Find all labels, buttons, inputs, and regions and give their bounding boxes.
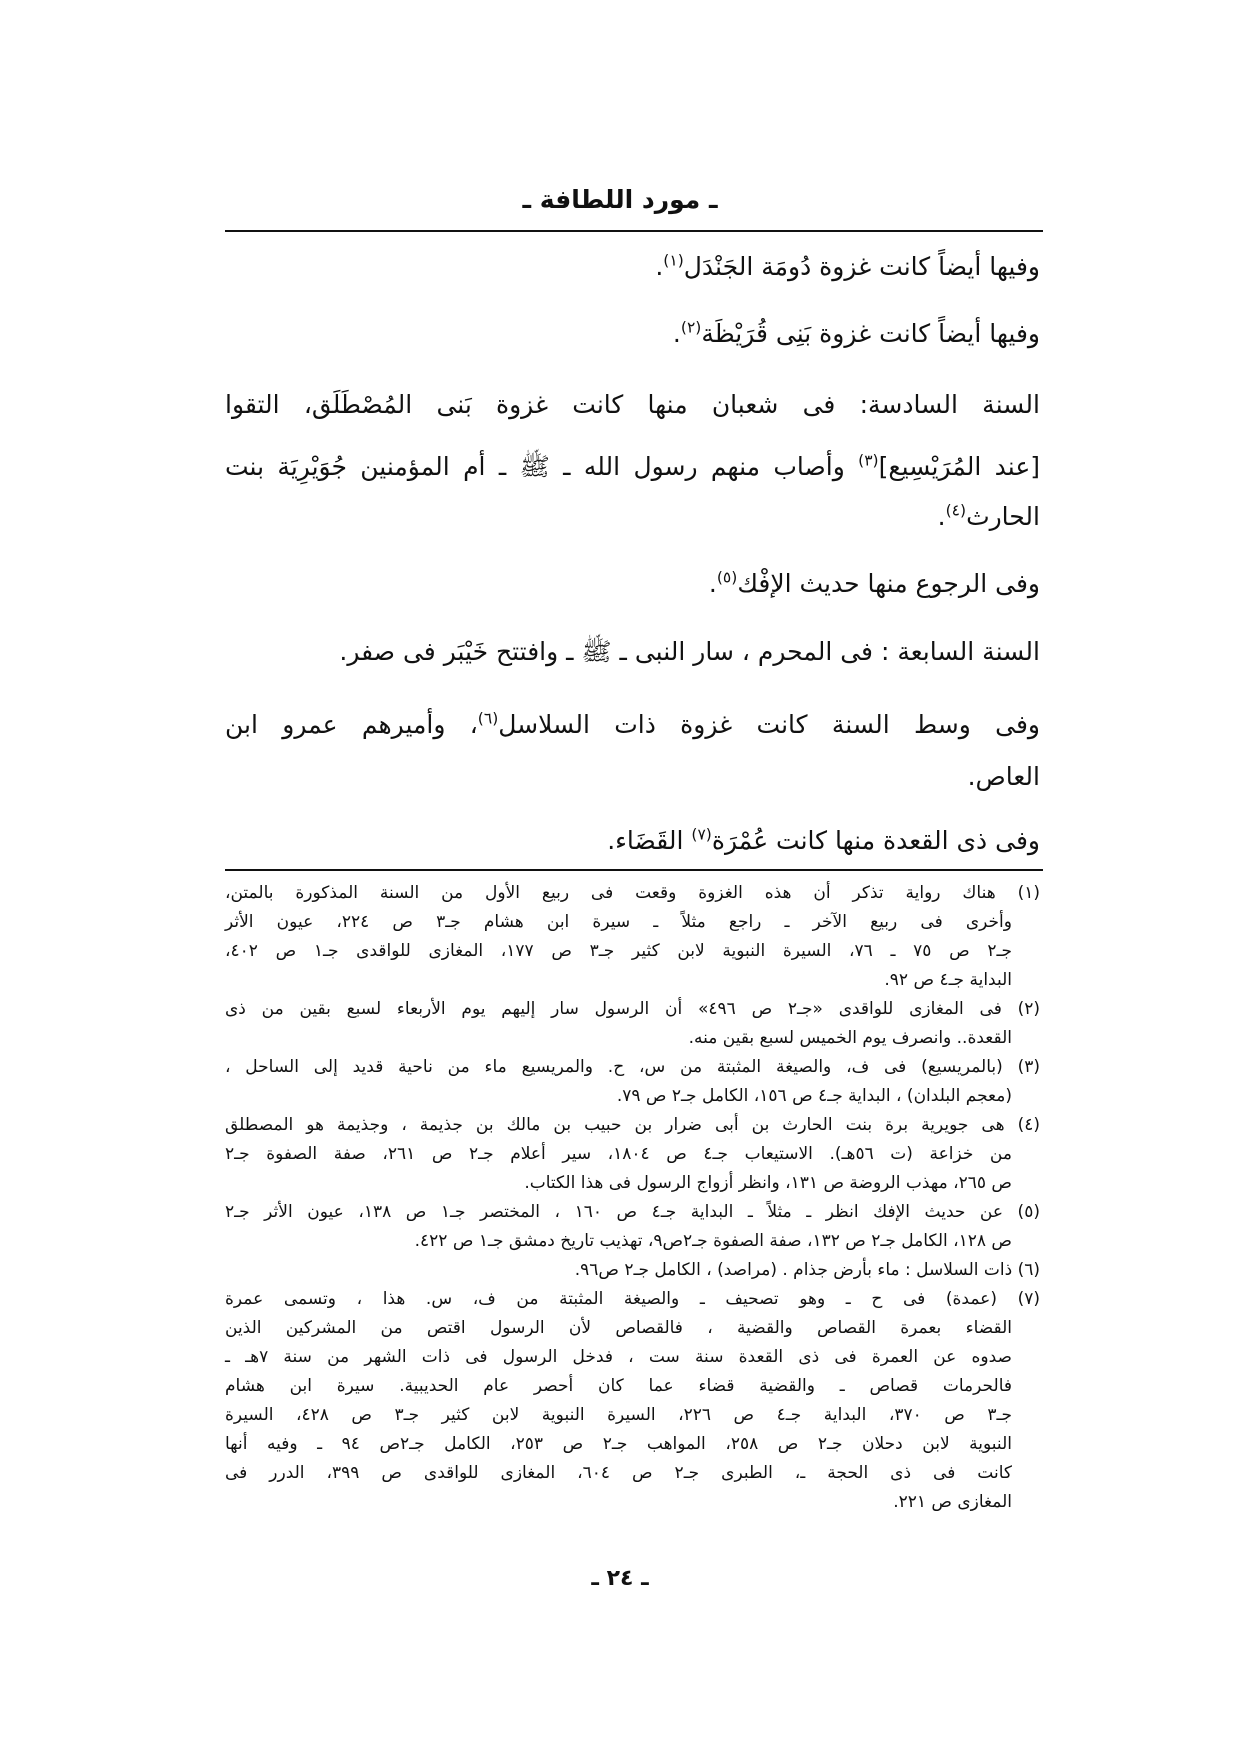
body-text: الحارث: [966, 502, 1040, 531]
footnote-ref: (٥): [716, 568, 738, 587]
footnote-line: (٤) هى جويرية برة بنت الحارث بن أبى ضرار بن حبيب بن مالك بن جذيمة ، وجذيمة هو المصطلق: [225, 1115, 1040, 1135]
body-text: وفى وسط السنة كانت غزوة ذات السلاسل: [498, 710, 1040, 739]
footnote-line: القعدة.. وانصرف يوم الخميس لسبع بقين منه.: [688, 1028, 1012, 1048]
body-text: .: [708, 569, 717, 598]
footnote-line: ص ١٢٨، الكامل جـ٢ ص ١٣٢، صفة الصفوة جـ٢ص٩، تهذيب تاريخ دمشق جـ١ ص ٤٢٢.: [414, 1231, 1012, 1251]
body-text: العاص.: [967, 762, 1040, 791]
body-text: وفى ذى القعدة منها كانت عُمْرَة: [711, 826, 1040, 855]
footnote-ref: (٧): [691, 825, 712, 844]
footnote-line: ص ٢٦٥، مهذب الروضة ص ١٣١، وانظر أزواج الرسول فى هذا الكتاب.: [524, 1173, 1012, 1193]
footnote-line: (٣) (بالمريسيع) فى ف، والصيغة المثبتة من س، ح. والمريسيع ماء من ناحية قديد إلى الساحل ،: [225, 1057, 1040, 1077]
body-line: [225, 756, 1040, 798]
body-text: السنة السادسة: فى شعبان منها كانت غزوة بَنى المُصْطَلَق، التقوا: [225, 390, 1040, 419]
page-number: ـ ٢٤ ـ: [591, 1566, 649, 1591]
footnote-ref: (٣): [858, 451, 879, 470]
footnote-line: وأخرى فى ربيع الآخر ـ راجع مثلاً ـ سيرة ابن هشام جـ٣ ص ٢٢٤، عيون الأثر: [225, 912, 1012, 932]
body-line: [225, 704, 1040, 746]
footnote-line: (٥) عن حديث الإفك انظر ـ مثلاً ـ البداية جـ٤ ص ١٦٠ ، المختصر جـ١ ص ١٣٨، عيون الأثر جـ٢: [225, 1202, 1040, 1222]
main-text: [225, 0, 1040, 880]
body-line: [225, 313, 1040, 355]
footnote-line: كانت فى ذى الحجة ـ، الطبرى جـ٢ ص ٦٠٤، المغازى للواقدى ص ٣٩٩، الدرر فى: [225, 1463, 1012, 1483]
footnote-rule: [225, 869, 1043, 871]
body-text: .: [655, 252, 664, 281]
footnote-ref: (٤): [945, 501, 967, 520]
body-line: [225, 384, 1040, 426]
body-line: [225, 446, 1040, 488]
body-text: وأصاب منهم رسول الله ـ ﷺ ـ أم المؤمنين جُوَيْرِيَة بنت: [225, 452, 859, 481]
body-text: وفيها أيضاً كانت غزوة بَنِى قُرَيْظَة: [701, 319, 1040, 348]
body-text: القَضَاء.: [607, 826, 692, 855]
body-text: وفيها أيضاً كانت غزوة دُومَة الجَنْدَل: [683, 252, 1040, 281]
footnote-line: جـ٢ ص ٧٥ ـ ٧٦، السيرة النبوية لابن كثير جـ٣ ص ١٧٧، المغازى للواقدى جـ١ ص ٤٠٢،: [225, 941, 1012, 961]
footnote-line: (معجم البلدان) ، البداية جـ٤ ص ١٥٦، الكامل جـ٢ ص ٧٩.: [616, 1086, 1012, 1106]
body-text: السنة السابعة : فى المحرم ، سار النبى ـ ﷺ ـ وافتتح خَيْبَر فى صفر.: [339, 637, 1040, 666]
footnotes: [225, 879, 1040, 1517]
body-line: [225, 246, 1040, 288]
body-text: ، وأميرهم عمرو ابن: [225, 710, 478, 739]
body-line: [225, 820, 1040, 862]
footnote-ref: (٦): [477, 709, 499, 728]
running-header: ـ مورد اللطافة ـ: [522, 185, 718, 214]
footnote-line: صدوه عن العمرة فى ذى القعدة سنة ست ، فدخل الرسول فى ذات الشهر من سنة ٧هـ ـ: [225, 1347, 1012, 1367]
footnote-line: جـ٣ ص ٣٧٠، البداية جـ٤ ص ٢٢٦، السيرة النبوية لابن كثير جـ٣ ص ٤٢٨، السيرة: [225, 1405, 1012, 1425]
body-text: [عند المُرَيْسِيع]: [878, 452, 1040, 481]
footnote-line: (٢) فى المغازى للواقدى «جـ٢ ص ٤٩٦» أن الرسول سار إليهم يوم الأربعاء لسبع بقين من ذى: [225, 999, 1040, 1019]
footnote-line: (٦) ذات السلاسل : ماء بأرض جذام . (مراصد) ، الكامل جـ٢ ص٩٦.: [574, 1260, 1040, 1280]
footnote-line: فالحرمات قصاص ـ والقضية قضاء عما كان أحصر عام الحديبية. سيرة ابن هشام: [225, 1376, 1012, 1396]
footnote-ref: (٢): [680, 318, 702, 337]
body-text: .: [672, 319, 681, 348]
body-line: [225, 563, 1040, 605]
footnote-line: (١) هناك رواية تذكر أن هذه الغزوة وقعت فى ربيع الأول من السنة المذكورة بالمتن،: [225, 883, 1040, 903]
body-text: .: [937, 502, 946, 531]
footnote-ref: (١): [663, 251, 684, 270]
body-text: وفى الرجوع منها حديث الإفْك: [737, 569, 1040, 598]
footnote-line: القضاء بعمرة القصاص والقضية ، فالقصاص لأن الرسول اقتص من المشركين الذين: [225, 1318, 1012, 1338]
footnote-line: من خزاعة (ت ٥٦هـ). الاستيعاب جـ٤ ص ١٨٠٤، سير أعلام جـ٢ ص ٢٦١، صفة الصفوة جـ٢: [225, 1144, 1012, 1164]
body-line: [225, 631, 1040, 673]
footnote-line: النبوية لابن دحلان جـ٢ ص ٢٥٨، المواهب جـ٢ ص ٢٥٣، الكامل جـ٢ص ٩٤ ـ وفيه أنها: [225, 1434, 1012, 1454]
footnote-line: المغازى ص ٢٢١.: [893, 1492, 1012, 1512]
footnote-line: البداية جـ٤ ص ٩٢.: [884, 970, 1012, 990]
footnote-line: (٧) (عمدة) فى ح ـ وهو تصحيف ـ والصيغة المثبتة من ف، س. هذا ، وتسمى عمرة: [225, 1289, 1040, 1309]
body-line: [225, 496, 1040, 538]
